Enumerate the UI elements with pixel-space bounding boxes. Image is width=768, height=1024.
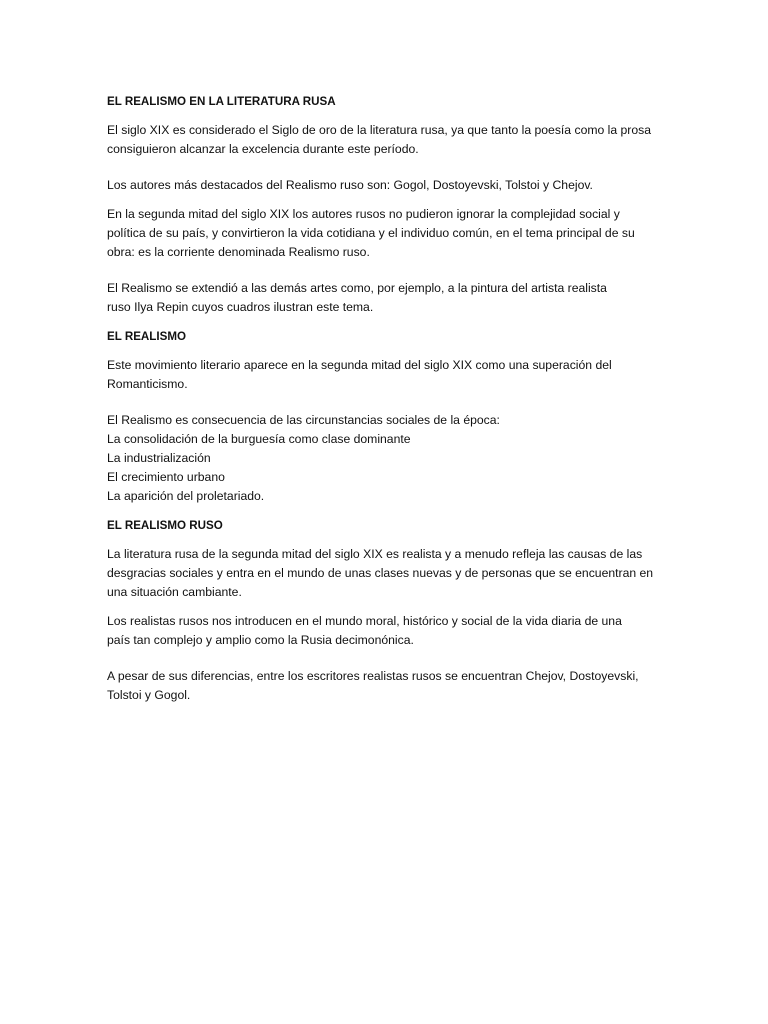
paragraph-intro-1 [107,121,667,159]
text-line: obra: es la corriente denominada Realismo ruso. [107,245,370,259]
text-line: desgracias sociales y entra en el mundo de unas clases nuevas y de personas que se encuentran en [107,566,654,580]
section-heading-realismo: EL REALISMO [107,330,187,343]
text-line: El Realismo se extendió a las demás artes como, por ejemplo, a la pintura del artista realista [107,281,607,295]
text-line: consiguieron alcanzar la excelencia durante este período. [107,142,419,156]
paragraph-section3-3 [107,667,667,705]
text-line: La literatura rusa de la segunda mitad del siglo XIX es realista y a menudo refleja las causas de las [107,547,643,561]
paragraph-section3-2 [107,612,667,650]
paragraph-section2-1 [107,356,667,394]
text-line: una situación cambiante. [107,585,242,599]
text-line: Tolstoi y Gogol. [107,688,191,702]
section-heading-realismo-ruso: EL REALISMO RUSO [107,519,223,532]
document-title: EL REALISMO EN LA LITERATURA RUSA [107,95,336,108]
text-line: El siglo XIX es considerado el Siglo de oro de la literatura rusa, ya que tanto la poesía como la prosa [107,123,652,137]
text-line: El Realismo es consecuencia de las circunstancias sociales de la época: [107,413,500,427]
paragraph-section3-1 [107,545,667,602]
text-line: ruso Ilya Repin cuyos cuadros ilustran este tema. [107,300,374,314]
list-line: El crecimiento urbano [107,470,225,484]
paragraph-intro-3 [107,205,667,262]
text-line: Romanticismo. [107,377,188,391]
text-line: En la segunda mitad del siglo XIX los autores rusos no pudieron ignorar la complejidad social y [107,207,620,221]
text-line: Los realistas rusos nos introducen en el mundo moral, histórico y social de la vida diaria de una [107,614,622,628]
text-line: país tan complejo y amplio como la Rusia decimonónica. [107,633,414,647]
paragraph-intro-2 [107,176,667,195]
text-line: Los autores más destacados del Realismo ruso son: Gogol, Dostoyevski, Tolstoi y Chejov. [107,178,593,192]
list-line: La aparición del proletariado. [107,489,265,503]
list-line: La consolidación de la burguesía como clase dominante [107,432,411,446]
text-line: política de su país, y convirtieron la vida cotidiana y el individuo común, en el tema principal de su [107,226,635,240]
paragraph-intro-4 [107,279,667,317]
list-line: La industrialización [107,451,211,465]
text-line: A pesar de sus diferencias, entre los escritores realistas rusos se encuentran Chejov, Dostoyevski, [107,669,639,683]
document-body [107,92,667,705]
paragraph-section2-2 [107,411,667,506]
text-line: Este movimiento literario aparece en la segunda mitad del siglo XIX como una superación del [107,358,612,372]
